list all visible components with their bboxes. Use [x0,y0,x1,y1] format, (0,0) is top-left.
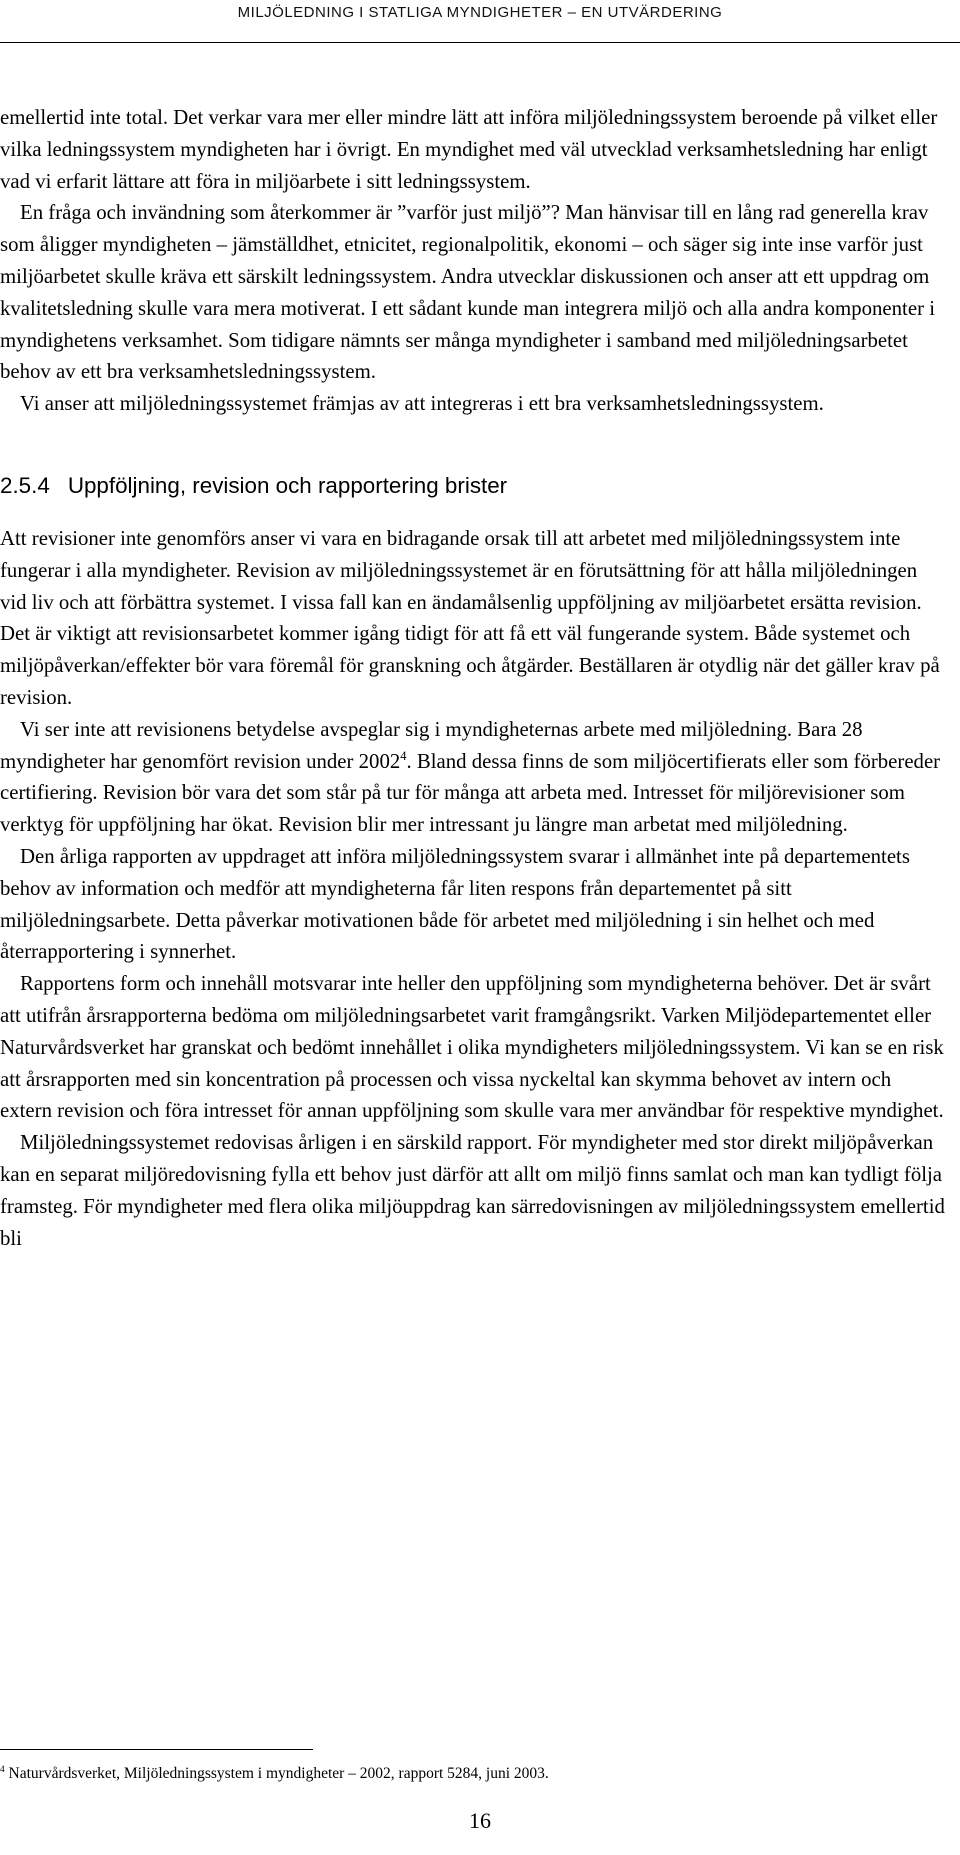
body-paragraph: Vi anser att miljöledningssystemet främjas av att integreras i ett bra verksamhetsledningssystem. [20,392,824,416]
running-title: MILJÖLEDNING I STATLIGA MYNDIGHETER – EN UTVÄRDERING [237,4,723,21]
body-paragraph: Rapportens form och innehåll motsvarar inte heller den uppföljning som myndigheterna behöver. Det är svårt att utifrån årsrapporterna bedöma om miljöledningsarbetet varit framgångsrikt. Varken Miljödepartementet eller Naturvårdsverket har granskat och bedömt innehållet i olika myndigheters miljöledningssystem. Vi kan se en risk att årsrapporten med sin koncentration på processen och vissa nyckeltal kan skymma behovet av intern och extern revision och föra intresset för annan uppföljning som skulle vara mer användbar för respektive myndighet. [0,972,944,1123]
running-header [0,0,960,44]
page-body [0,102,948,1254]
body-paragraph: Miljöledningssystemet redovisas årligen i en särskild rapport. För myndigheter med stor direkt miljöpåverkan kan en separat miljöredovisning fylla ett behov just därför att allt om miljö finns samlat och man kan tydligt följa framsteg. För myndigheter med flera olika miljöuppdrag kan särredovisningen av miljöledningssystem emellertid bli [0,1131,945,1250]
footnote-number: 4 [0,1764,5,1775]
page-number: 16 [469,1808,491,1833]
footnote-separator [0,1749,313,1750]
body-paragraph: Att revisioner inte genomförs anser vi vara en bidragande orsak till att arbetet med miljöledningssystem inte fungerar i alla myndigheter. Revision av miljöledningssystemet är en förutsättning för att hålla miljöledningen vid liv och att förbättra systemet. I vissa fall kan en ändamålsenlig uppföljning av miljöarbetet ersätta revision. Det är viktigt att revisionsarbetet kommer igång tidigt för att få ett väl fungerande system. Både systemet och miljöpåverkan/effekter bör vara föremål för granskning och åtgärder. Beställaren är otydlig när det gäller krav på revision. [0,526,940,709]
footnote-text: Naturvårdsverket, Miljöledningssystem i myndigheter – 2002, rapport 5284, juni 2003. [8,1765,549,1782]
section-heading [0,471,948,501]
body-paragraph: En fråga och invändning som återkommer är ”varför just miljö”? Man hänvisar till en lång rad generella krav som åligger myndigheten – jämställdhet, etnicitet, regionalpolitik, ekonomi – och säger sig inte inse varför just miljöarbetet skulle kräva ett särskilt ledningssystem. Andra utvecklar diskussionen och anser att ett uppdrag om kvalitetsledning skulle vara mera motiverat. I ett sådant kunde man integrera miljö och alla andra komponenter i myndighetens verksamhet. Som tidigare nämnts ser många myndigheter i samband med miljöledningsarbetet behov av ett bra verksamhetsledningssystem. [0,201,935,384]
body-paragraph: Den årliga rapporten av uppdraget att införa miljöledningssystem svarar i allmänhet inte på departementets behov av information och medför att myndigheterna får liten respons från departementet på sitt miljöledningsarbete. Detta påverkar motivationen både för arbetet med miljöledning i sin helhet och med återrapportering i synnerhet. [0,844,910,964]
footnote-reference: 4 [400,748,407,763]
section-number: 2.5.4 [0,472,50,498]
section-title: Uppföljning, revision och rapportering brister [67,472,508,498]
body-paragraph: emellertid inte total. Det verkar vara mer eller mindre lätt att införa miljöledningssystem beroende på vilket eller vilka ledningssystem myndigheten har i övrigt. En myndighet med väl utvecklad verksamhetsledning har enligt vad vi erfarit lättare att föra in miljöarbete i sitt ledningssystem. [0,106,938,193]
header-rule [0,42,960,43]
footnote [0,1763,948,1785]
paragraph-text: . Bland dessa finns de som miljöcertifierats eller som förbereder certifiering. Revision bör vara det som står på tur för många att arbeta med. Intresset för miljörevisioner som verktyg för uppföljning har ökat. Revision blir mer intressant ju längre man arbetat med miljöledning. [0,749,941,837]
paragraph-text: Vi ser inte att revisionens betydelse avspeglar sig i myndigheternas arbete med miljöledning. Bara 28 myndigheter har genomfört revision under 2002 [0,717,863,773]
body-paragraph [0,714,948,841]
